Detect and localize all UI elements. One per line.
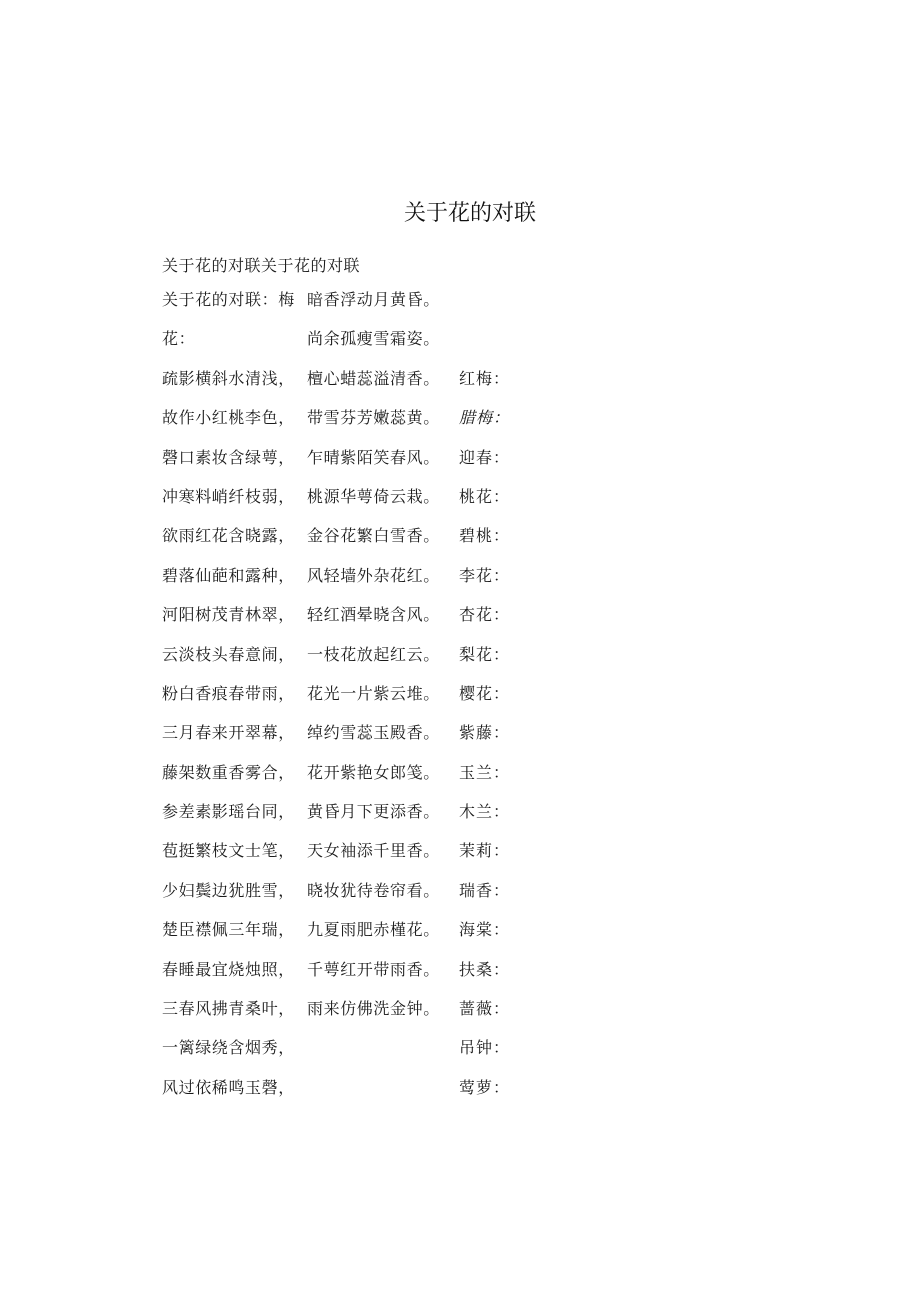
lower-line: 花开紫艳女郎笺。 [307,762,440,782]
flower-label: 茉莉： [459,841,511,861]
flower-label: 玉兰： [459,762,511,782]
lower-line: 一枝花放起红云。 [307,644,440,664]
upper-line: 春睡最宜烧烛照， [162,959,295,979]
lower-line: 绰约雪蕊玉殿香。 [307,723,440,743]
upper-line: 少妇鬓边犹胜雪， [162,880,295,900]
upper-line: 花： [162,329,196,349]
lower-line: 暗香浮动月黄昏。 [307,290,440,309]
flower-label: 海棠： [459,920,511,940]
upper-line: 冲寒料峭纤枝弱， [162,486,295,506]
lower-line: 桃源华萼倚云栽。 [307,486,440,506]
flower-label: 紫藤： [459,723,511,743]
flower-label: 碧桃： [459,526,511,546]
flower-label: 腊梅： [459,408,511,428]
lower-line: 千萼红开带雨香。 [307,959,440,979]
upper-line: 苞挺繁枝文士笔， [162,841,295,861]
flower-label: 迎春： [459,447,511,467]
upper-line: 风过依稀鸣玉磬， [162,1077,295,1097]
upper-line: 欲雨红花含晓露， [162,526,295,546]
lower-line: 花光一片紫云堆。 [307,683,440,703]
flower-label: 李花： [459,565,511,585]
upper-line: 一篱绿绕含烟秀， [162,1038,295,1058]
flower-label: 红梅： [459,368,511,388]
upper-line: 疏影横斜水清浅， [162,368,295,388]
lower-line: 轻红酒晕晓含风。 [307,605,440,625]
flower-label: 木兰： [459,802,511,822]
upper-line: 磬口素妆含绿萼， [162,447,295,467]
upper-line: 粉白香痕春带雨， [162,683,295,703]
upper-line: 藤架数重香雾合， [162,762,295,782]
upper-line: 故作小红桃李色， [162,408,295,428]
flower-label: 樱花： [459,683,511,703]
upper-line: 关于花的对联：梅 [162,290,295,309]
lower-line: 九夏雨肥赤槿花。 [307,920,440,940]
flower-label: 扶桑： [459,959,511,979]
lower-line: 晓妆犹待卷帘看。 [307,880,440,900]
lower-line: 尚余孤瘦雪霜姿。 [307,329,440,349]
upper-line: 碧落仙葩和露种， [162,565,295,585]
page-title: 关于花的对联 [403,201,536,226]
lower-line: 雨来仿佛洗金钟。 [307,999,440,1019]
upper-line: 三月春来开翠幕， [162,723,295,743]
flower-label: 瑞香： [459,880,511,900]
flower-label: 杏花： [459,605,511,625]
upper-line: 河阳树茂青林翠， [162,605,295,625]
lower-line: 天女袖添千里香。 [307,841,440,861]
lower-line: 带雪芬芳嫩蕊黄。 [307,408,440,428]
upper-line: 参差素影瑶台同， [162,802,295,822]
lower-line: 檀心蜡蕊溢清香。 [307,368,440,388]
flower-label: 桃花： [459,486,511,506]
lower-line: 黄昏月下更添香。 [307,802,440,822]
flower-label: 梨花： [459,644,511,664]
flower-label: 莺萝： [459,1077,511,1097]
lower-line: 风轻墙外杂花红。 [307,565,440,585]
flower-label: 蔷薇： [459,999,511,1019]
upper-line: 云淡枝头春意闹， [162,644,295,664]
lower-line: 金谷花繁白雪香。 [307,526,440,546]
lower-line: 乍晴紫陌笑春风。 [307,447,440,467]
subtitle: 关于花的对联关于花的对联 [162,256,361,275]
upper-line: 三春风拂青桑叶， [162,999,295,1019]
upper-line: 楚臣襟佩三年瑞， [162,920,295,940]
flower-label: 吊钟： [459,1038,511,1058]
